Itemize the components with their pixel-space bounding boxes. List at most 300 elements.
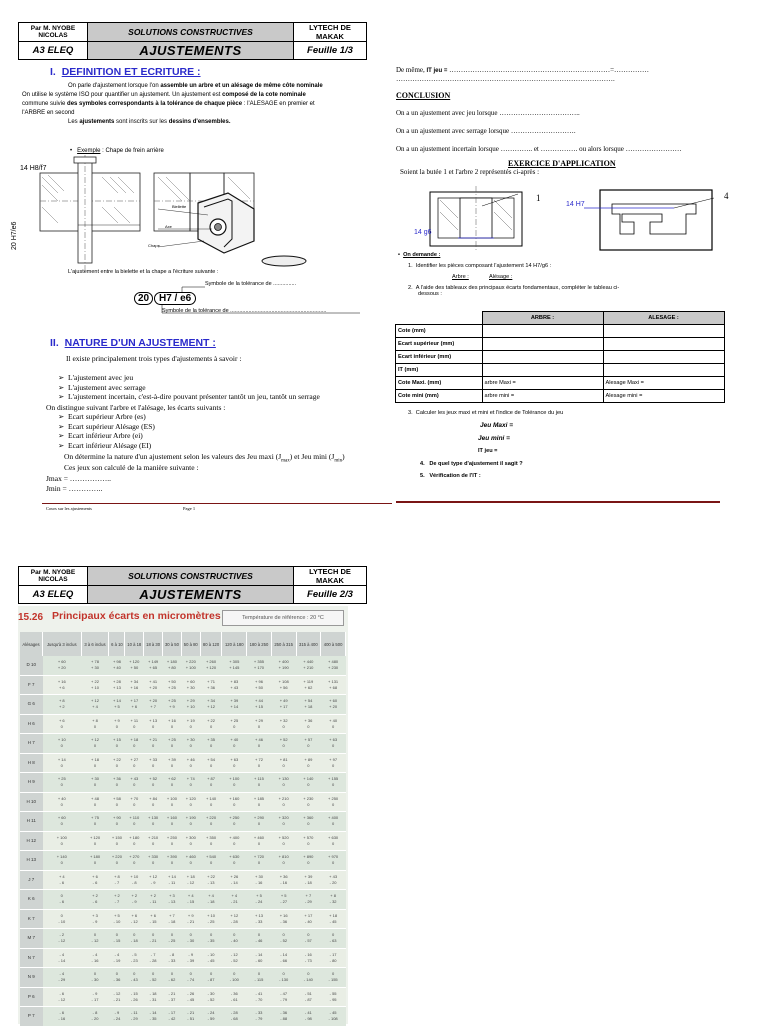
upper-deviation: + 33 — [149, 756, 158, 762]
tolerance-table-header — [20, 632, 346, 656]
deviation-cell — [296, 909, 321, 929]
upper-deviation: + 40 — [329, 717, 338, 723]
row-label: Ecart inférieur (mm) — [396, 351, 483, 364]
deviation-cell — [125, 773, 144, 793]
dim-20-h7-e6: 20 H7/e6 — [11, 221, 18, 250]
lower-deviation: - 20 — [91, 1016, 99, 1022]
ecarts-intro: On distingue suivant l'arbre et l'alésage, les écarts suivants : — [46, 403, 226, 412]
deviation-cell — [222, 870, 247, 890]
upper-deviation: + 400 — [278, 659, 289, 665]
upper-deviation: + 120 — [129, 659, 140, 665]
deviation-cell — [43, 714, 82, 734]
row-label: G 6 — [20, 695, 43, 715]
page-title: AJUSTEMENTS — [88, 586, 294, 604]
lower-deviation: - 28 — [149, 957, 157, 963]
lower-deviation: 0 — [282, 782, 285, 788]
cell-alesage[interactable]: Alesage mini = — [603, 390, 724, 403]
lower-deviation: 0 — [257, 723, 261, 729]
lower-deviation: 0 — [307, 782, 310, 788]
deviation-cell — [296, 812, 321, 832]
deviation-cell — [163, 929, 182, 949]
upper-deviation: + 16 — [279, 912, 288, 918]
upper-deviation: 0 — [233, 971, 236, 977]
upper-deviation: - 45 — [329, 1010, 337, 1016]
lower-deviation: - 130 — [279, 977, 289, 983]
text-bold: assemble un arbre et un alésage de même côte nominale — [160, 83, 323, 89]
upper-deviation: + 18 — [130, 737, 139, 743]
conclusion-serrage: On a un ajustement avec serrage lorsque ………………………. — [396, 127, 576, 135]
deviation-cell — [109, 773, 125, 793]
deviation-cell — [271, 929, 296, 949]
upper-deviation: + 90 — [112, 815, 121, 821]
lower-deviation: 0 — [93, 821, 97, 827]
lower-deviation: + 230 — [328, 665, 339, 671]
upper-deviation: + 15 — [112, 737, 121, 743]
table-header-alesage: ALESAGE : — [603, 312, 724, 325]
column-header-range: 315 à 400 — [296, 632, 321, 656]
lower-deviation: - 87 — [207, 977, 215, 983]
cell-alesage[interactable]: Alesage Maxi = — [603, 377, 724, 390]
deviation-cell — [271, 753, 296, 773]
deviation-cell — [271, 1007, 296, 1027]
deviation-cell — [144, 734, 163, 754]
list-item: ➢ L'ajustement avec jeu — [58, 373, 134, 382]
upper-deviation: + 970 — [328, 854, 339, 860]
lower-deviation: - 66 — [280, 957, 288, 963]
lower-deviation: 0 — [282, 860, 285, 866]
lower-deviation: 0 — [257, 840, 261, 846]
deviation-cell — [271, 870, 296, 890]
lower-deviation: - 11 — [149, 899, 157, 905]
lower-deviation: - 29 — [58, 977, 66, 983]
deviation-cell — [144, 968, 163, 988]
upper-deviation: + 108 — [278, 678, 289, 684]
upper-deviation: 0 — [115, 932, 119, 938]
lower-deviation: 0 — [257, 860, 261, 866]
lower-deviation: - 13 — [207, 879, 215, 885]
deviation-cell — [109, 968, 125, 988]
lower-deviation: + 40 — [112, 665, 121, 671]
table-row — [20, 812, 346, 832]
upper-deviation: 0 — [170, 971, 174, 977]
upper-deviation: + 5 — [280, 893, 287, 899]
text: min — [334, 458, 343, 464]
deviation-cell — [43, 929, 82, 949]
text: : l'ALESAGE en premier et — [242, 101, 315, 107]
list-item: ➢ Ecart supérieur Alésage (ES) — [58, 421, 155, 431]
deviation-cell — [222, 909, 247, 929]
lower-deviation: - 16 — [255, 879, 263, 885]
table-row — [20, 695, 346, 715]
deviation-cell — [125, 812, 144, 832]
deviation-cell — [43, 890, 82, 910]
row-label: H 7 — [20, 734, 43, 754]
lower-deviation: - 40 — [230, 938, 238, 944]
row-label: D 10 — [20, 656, 43, 675]
table-row — [396, 351, 725, 364]
subject: SOLUTIONS CONSTRUCTIVES — [88, 567, 294, 586]
text: ……………………………………………………………=…………… — [447, 66, 650, 74]
deviation-cell — [321, 831, 346, 851]
deviation-cell — [144, 987, 163, 1007]
list-item: ➢ Ecart supérieur Arbre (es) — [58, 412, 146, 421]
text-bold: dessins d'ensembles. — [168, 119, 231, 125]
upper-deviation: - 41 — [255, 990, 263, 996]
lower-deviation: + 15 — [255, 704, 263, 710]
lower-deviation: 0 — [189, 762, 192, 768]
deviation-cell — [181, 753, 200, 773]
lower-deviation: - 12 — [91, 938, 99, 944]
lower-deviation: - 73 — [304, 957, 312, 963]
row-label: P 7 — [20, 1007, 43, 1027]
lower-deviation: 0 — [233, 840, 236, 846]
lower-deviation: 0 — [189, 743, 192, 749]
upper-deviation: + 50 — [167, 678, 176, 684]
deviation-cell — [163, 675, 182, 695]
lower-deviation: 0 — [115, 762, 119, 768]
upper-deviation: + 7 — [169, 912, 175, 918]
lower-deviation: - 21 — [187, 918, 195, 924]
deviation-cell — [296, 714, 321, 734]
deviation-cell — [181, 792, 200, 812]
cell-arbre[interactable] — [482, 325, 603, 338]
deviation-cell — [200, 968, 222, 988]
lower-deviation: - 46 — [255, 938, 263, 944]
upper-deviation: + 14 — [112, 698, 121, 704]
upper-deviation: + 250 — [229, 815, 240, 821]
deviation-cell — [222, 890, 247, 910]
deviation-cell — [43, 968, 82, 988]
lower-deviation: 0 — [233, 860, 236, 866]
deviation-cell — [222, 851, 247, 871]
deviation-cell — [200, 1007, 222, 1027]
deviation-cell — [43, 734, 82, 754]
upper-deviation: 0 — [331, 932, 335, 938]
example-line: • Exemple : Chape de frein arrière — [70, 148, 164, 154]
lower-deviation: - 27 — [280, 899, 288, 905]
deviation-cell — [247, 831, 272, 851]
upper-deviation: + 120 — [185, 795, 196, 801]
page1-header — [18, 22, 367, 60]
lower-deviation: - 24 — [255, 899, 263, 905]
upper-deviation: + 10 — [207, 912, 215, 918]
upper-deviation: - 21 — [187, 1010, 195, 1016]
deviation-cell — [125, 714, 144, 734]
deviation-cell — [321, 753, 346, 773]
deviation-cell — [321, 675, 346, 695]
fit-types-list — [58, 373, 388, 402]
lower-deviation: 0 — [282, 801, 285, 807]
upper-deviation: + 540 — [205, 854, 217, 860]
lower-deviation: 0 — [331, 723, 335, 729]
lower-deviation: + 190 — [278, 665, 289, 671]
lower-deviation: - 42 — [168, 1016, 176, 1022]
deviation-cell — [81, 890, 109, 910]
lower-deviation: 0 — [151, 743, 155, 749]
lower-deviation: + 10 — [91, 684, 99, 690]
lower-deviation: 0 — [170, 762, 174, 768]
lower-deviation: 0 — [133, 801, 136, 807]
cell-arbre[interactable]: arbre Maxi = — [482, 377, 603, 390]
deviation-cell — [200, 929, 222, 949]
upper-deviation: + 570 — [303, 834, 314, 840]
deviation-cell — [163, 714, 182, 734]
table-row — [396, 338, 725, 351]
row-label: P 6 — [20, 987, 43, 1007]
lower-deviation: 0 — [331, 762, 335, 768]
deviation-cell — [222, 695, 247, 715]
list-item-text: Ecart supérieur Arbre (es) — [68, 412, 146, 421]
upper-deviation: + 36 — [112, 776, 121, 782]
deviation-cell — [222, 1007, 247, 1027]
row-label: F 7 — [20, 675, 43, 695]
text: max — [281, 458, 290, 464]
deviation-cell — [200, 695, 222, 715]
deviation-cell — [144, 773, 163, 793]
cell-arbre[interactable] — [482, 338, 603, 351]
lower-deviation: + 170 — [253, 665, 265, 671]
lower-deviation: 0 — [60, 840, 63, 846]
lower-deviation: 0 — [209, 762, 213, 768]
deviation-cell — [200, 812, 222, 832]
upper-deviation: + 149 — [148, 659, 159, 665]
lower-deviation: + 20 — [57, 665, 66, 671]
deviation-cell — [125, 851, 144, 871]
upper-deviation: - 6 — [59, 990, 65, 996]
deviation-cell — [222, 968, 247, 988]
page-title: AJUSTEMENTS — [88, 42, 294, 60]
upper-deviation: - 36 — [280, 1010, 288, 1016]
deviation-cell — [109, 792, 125, 812]
upper-deviation: + 115 — [254, 776, 264, 782]
footer-course: Cours sur les ajustements — [46, 506, 92, 511]
deviation-cell — [181, 675, 200, 695]
upper-deviation: - 7 — [150, 951, 156, 957]
deviation-cell — [163, 870, 182, 890]
deviation-cell — [321, 968, 346, 988]
exercise-intro: Soient la butée 1 et l'arbre 2 représentés ci-après : — [400, 168, 540, 176]
lower-deviation: 0 — [115, 840, 119, 846]
lower-deviation: 0 — [331, 743, 335, 749]
label-piece-1: 1 — [536, 193, 541, 203]
cell-alesage[interactable] — [603, 338, 724, 351]
text: Les — [68, 119, 80, 125]
lower-deviation: 0 — [209, 801, 213, 807]
deviation-cell — [222, 929, 247, 949]
upper-deviation: - 14 — [280, 951, 288, 957]
deviation-cell — [144, 851, 163, 871]
upper-deviation: + 220 — [111, 854, 122, 860]
upper-deviation: + 220 — [205, 815, 217, 821]
lower-deviation: - 25 — [168, 938, 176, 944]
lower-deviation: 0 — [60, 782, 63, 788]
upper-deviation: + 100 — [166, 795, 177, 801]
upper-deviation: - 55 — [329, 990, 337, 996]
list-item-text: Ecart inférieur Alésage (EI) — [68, 440, 152, 450]
jeu-maxi: Jeu Maxi = — [480, 422, 514, 429]
deviation-cell — [81, 968, 109, 988]
lower-deviation: + 6 — [58, 684, 65, 690]
upper-deviation: + 18 — [91, 756, 99, 762]
upper-deviation: + 20 — [149, 698, 158, 704]
upper-deviation: + 250 — [166, 834, 177, 840]
deviation-cell — [81, 734, 109, 754]
upper-deviation: + 25 — [57, 776, 66, 782]
upper-deviation: + 25 — [230, 717, 239, 723]
deviation-cell — [271, 792, 296, 812]
deviation-cell — [200, 948, 222, 968]
lower-deviation: 0 — [331, 801, 335, 807]
cell-arbre[interactable] — [482, 364, 603, 377]
upper-deviation: + 13 — [255, 912, 263, 918]
lower-deviation: + 56 — [279, 684, 288, 690]
lower-deviation: - 21 — [149, 938, 157, 944]
upper-deviation: + 30 — [91, 776, 99, 782]
question-2-text: A l'aide des tableaux des principaux écarts fondamentaux, compléter le tableau ci- — [415, 285, 620, 291]
upper-deviation: + 10 — [57, 737, 66, 743]
upper-deviation: - 5 — [131, 951, 137, 957]
cell-alesage[interactable] — [603, 351, 724, 364]
list-item-text: L'ajustement avec jeu — [68, 373, 134, 382]
upper-deviation: - 17 — [329, 951, 337, 957]
lower-deviation: + 30 — [186, 684, 195, 690]
lower-deviation: 0 — [307, 743, 310, 749]
upper-deviation: + 58 — [112, 795, 121, 801]
upper-deviation: + 110 — [129, 815, 140, 821]
subject: SOLUTIONS CONSTRUCTIVES — [88, 23, 294, 42]
deviation-cell — [321, 909, 346, 929]
cell-alesage[interactable] — [603, 364, 724, 377]
upper-deviation: + 8 — [92, 717, 98, 723]
q1-arbre: Arbre : — [452, 274, 469, 280]
upper-deviation: + 290 — [253, 815, 265, 821]
deviation-cell — [247, 851, 272, 871]
deviation-cell — [125, 890, 144, 910]
table-header-blank — [396, 312, 483, 325]
deviation-cell — [125, 948, 144, 968]
lower-deviation: - 36 — [280, 918, 288, 924]
upper-deviation: + 29 — [255, 717, 263, 723]
deviation-cell — [125, 968, 144, 988]
lower-deviation: - 20 — [329, 879, 337, 885]
deviation-cell — [181, 734, 200, 754]
table-row — [20, 656, 346, 675]
lower-deviation: 0 — [189, 723, 192, 729]
lower-deviation: 0 — [233, 782, 236, 788]
row-label: J 7 — [20, 870, 43, 890]
lower-deviation: - 10 — [58, 918, 66, 924]
deviation-cell — [81, 753, 109, 773]
text-bold: composé de la cote nominale — [222, 92, 306, 98]
deviation-cell — [247, 675, 272, 695]
lower-deviation: 0 — [170, 821, 174, 827]
deviation-cell — [43, 948, 82, 968]
sheet-number: Feuille 2/3 — [294, 586, 367, 604]
lower-deviation: + 4 — [92, 704, 98, 710]
upper-deviation: + 36 — [279, 873, 288, 879]
section2-number: II. — [50, 337, 59, 349]
deviation-cell — [144, 792, 163, 812]
lower-deviation: 0 — [60, 762, 63, 768]
lower-deviation: - 52 — [280, 938, 288, 944]
text: l'ARBRE en second — [22, 110, 75, 116]
lower-deviation: 0 — [170, 743, 174, 749]
question-4-text: De quel type d'ajustement il sagit ? — [429, 461, 523, 467]
deviation-cell — [125, 792, 144, 812]
question-3-text: Calculer les jeux maxi et mini et l'indice de Tolérance du jeu — [415, 410, 564, 416]
deviation-cell — [125, 734, 144, 754]
lower-deviation: + 20 — [149, 684, 158, 690]
deviation-cell — [200, 773, 222, 793]
school: LYTECH DE MAKAK — [294, 23, 367, 42]
upper-deviation: + 12 — [91, 698, 99, 704]
deviation-cell — [144, 890, 163, 910]
column-header-range: 80 à 120 — [200, 632, 222, 656]
deviation-cell — [247, 890, 272, 910]
deviation-cell — [247, 753, 272, 773]
sheet-number: Feuille 1/3 — [294, 42, 367, 60]
deviation-cell — [296, 792, 321, 812]
deviation-cell — [247, 734, 272, 754]
upper-deviation: - 9 — [92, 990, 98, 996]
deviation-cell — [296, 734, 321, 754]
lower-deviation: - 36 — [113, 977, 121, 983]
lower-deviation: + 17 — [279, 704, 288, 710]
upper-deviation: + 18 — [329, 912, 338, 918]
text: De même, — [396, 66, 427, 74]
upper-deviation: + 39 — [304, 873, 313, 879]
lower-deviation: 0 — [170, 723, 174, 729]
upper-deviation: + 140 — [303, 776, 314, 782]
cell-arbre[interactable] — [482, 351, 603, 364]
cell-alesage[interactable] — [603, 325, 724, 338]
cell-arbre[interactable]: arbre mini = — [482, 390, 603, 403]
upper-deviation: 0 — [170, 932, 174, 938]
lower-deviation: 0 — [307, 840, 310, 846]
deviation-cell — [247, 695, 272, 715]
deviation-cell — [81, 714, 109, 734]
exercise-drawings — [424, 186, 734, 256]
deviation-cell — [43, 812, 82, 832]
tolerance-table-body — [20, 656, 346, 1026]
deviation-cell — [247, 812, 272, 832]
upper-deviation: + 140 — [205, 795, 217, 801]
upper-deviation: + 25 — [167, 737, 176, 743]
upper-deviation: - 28 — [230, 1010, 238, 1016]
column-header-range: Jusqu'à 3 inclus — [43, 632, 82, 656]
upper-deviation: + 34 — [130, 678, 139, 684]
upper-deviation: 0 — [133, 971, 136, 977]
deviation-cell — [271, 695, 296, 715]
lower-deviation: - 57 — [304, 938, 312, 944]
deviation-cell — [163, 968, 182, 988]
lower-deviation: 0 — [133, 762, 136, 768]
lower-deviation: - 6 — [92, 879, 98, 885]
lower-deviation: 0 — [209, 782, 213, 788]
upper-deviation: - 41 — [304, 1010, 312, 1016]
upper-deviation: + 52 — [279, 737, 288, 743]
lower-deviation: 0 — [209, 840, 213, 846]
deviation-cell — [296, 831, 321, 851]
text: On parle d'ajustement lorsque l'on — [68, 83, 161, 89]
table-title: Principaux écarts en micromètres — [52, 610, 221, 622]
lower-deviation: 0 — [151, 782, 155, 788]
deviation-cell — [271, 675, 296, 695]
table-row — [20, 753, 346, 773]
deviation-cell — [109, 812, 125, 832]
lower-deviation: - 21 — [113, 996, 121, 1002]
table-row — [396, 390, 725, 403]
